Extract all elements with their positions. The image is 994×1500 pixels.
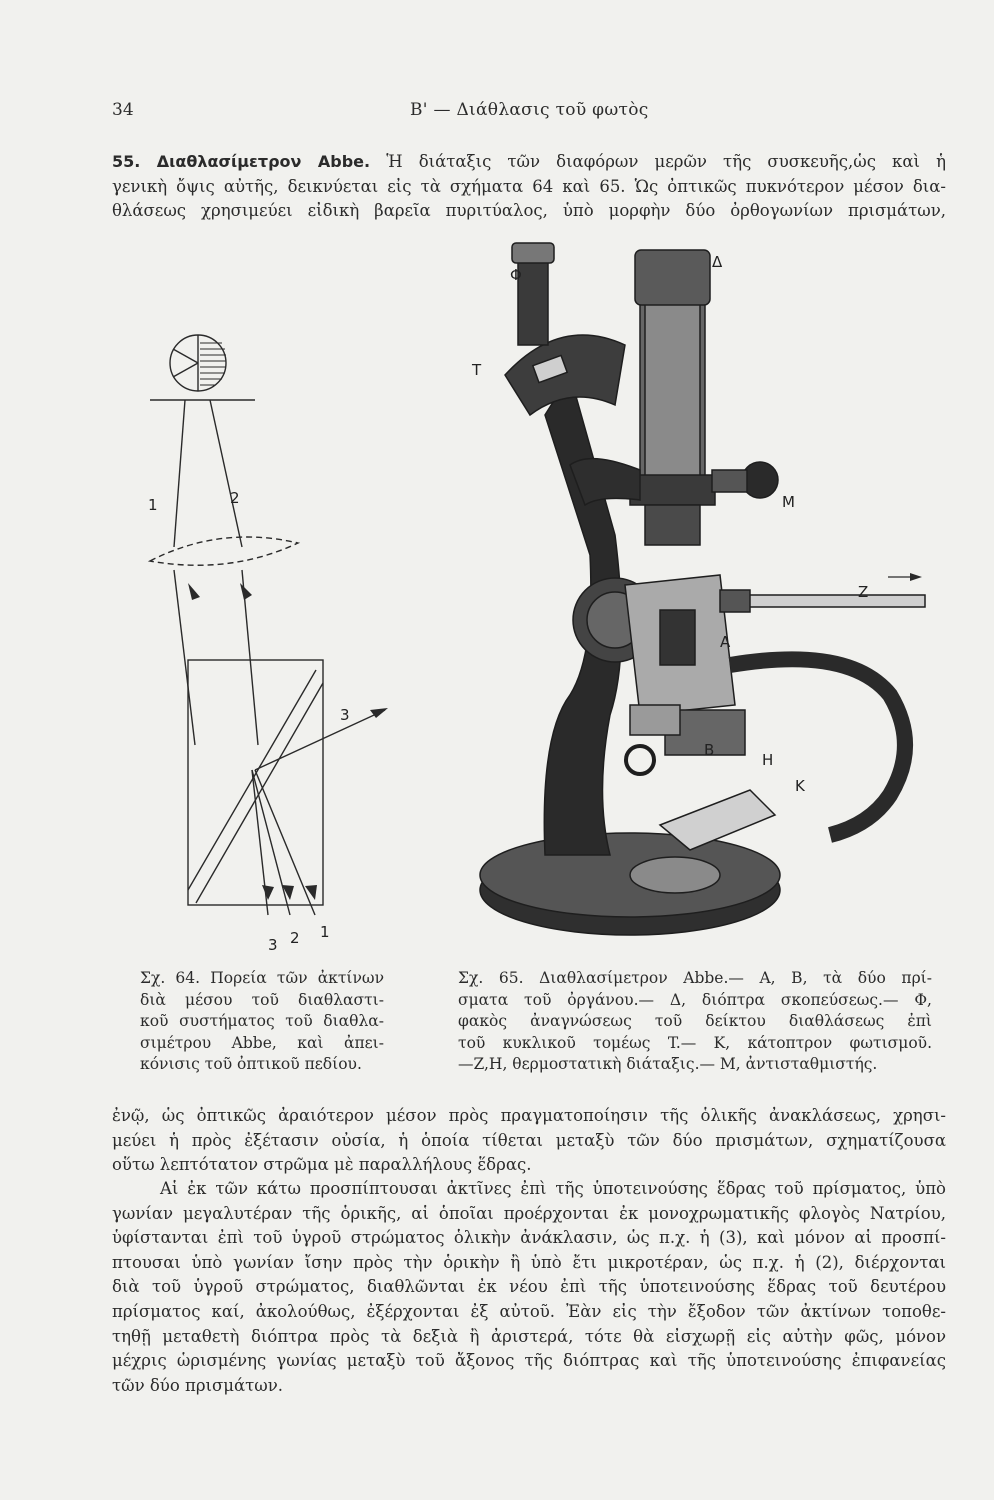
ray-label-2: 2: [230, 489, 240, 507]
intro-paragraph: [112, 150, 946, 224]
body2-line-7: τηθῇ μεταθετὴ διόπτρα πρὸς τὰ δεξιὰ ἢ ἀριστερά, τότε θὰ εἰσχωρῇ εἰς αὐτὴν φῶς, μόνον: [112, 1326, 946, 1346]
body2-line-9: τῶν δύο πρισμάτων.: [112, 1375, 284, 1395]
running-head: Β' — Διάθλασις τοῦ φωτὸς: [410, 100, 649, 120]
caption-64-line-1: Σχ. 64. Πορεία τῶν ἀκτίνων: [140, 969, 384, 987]
body1-line-2: μεύει ἡ πρὸς ἐξέτασιν οὐσία, ἡ ὁποία τίθεται μεταξὺ τῶν δύο πρισμάτων, σχηματίζουσα: [112, 1130, 946, 1150]
body2-line-8: μέχρις ὡρισμένης γωνίας μεταξὺ τοῦ ἄξονος τῆς διόπτρας καὶ τῆς ὑποτεινούσης ἐπιφανείας: [112, 1351, 946, 1371]
label-H: H: [762, 751, 774, 769]
label-K: K: [795, 777, 805, 795]
ray-label-1: 1: [148, 496, 158, 514]
caption-65-line-1: Σχ. 65. Διαθλασίμετρον Abbe.— A, B, τὰ δύο πρί-: [458, 969, 932, 987]
caption-65-line-2: σματα τοῦ ὀργάνου.— Δ, διόπτρα σκοπεύσεως.— Φ,: [458, 990, 932, 1009]
body2-line-1: Αἱ ἐκ τῶν κάτω προσπίπτουσαι ἀκτῖνες ἐπὶ τῆς ὑποτεινούσης ἕδρας τοῦ πρίσματος, ὑπὸ: [160, 1179, 946, 1198]
intro-line-3: θλάσεως χρησιμεύει εἰδικὴ βαρεῖα πυριτύαλος, ὑπὸ μορφὴν δύο ὀρθογωνίων πρισμάτων,: [112, 201, 946, 221]
bottom-label-2: 2: [290, 929, 300, 947]
label-A: A: [720, 633, 731, 651]
label-B: B: [704, 741, 715, 759]
label-T: T: [472, 361, 482, 379]
body2-line-2: γωνίαν μεγαλυτέραν τῆς ὁρικῆς, αἱ ὁποῖαι προέρχονται ἐκ μονοχρωματικῆς φλογὸς Νατρίου,: [112, 1203, 946, 1223]
caption-65-line-4: τοῦ κυκλικοῦ τομέως T.— K, κάτοπτρον φωτισμοῦ.: [458, 1033, 932, 1052]
body2-line-6: πρίσματος καί, ἀκολούθως, ἐξέρχονται ἐξ αὐτοῦ. Ἐὰν εἰς τὴν ἔξοδον τῶν ἀκτίνων τοποθε-: [112, 1301, 946, 1321]
body1-line-3: οὕτω λεπτότατον στρῶμα μὲ παραλλήλους ἕδρας.: [112, 1155, 532, 1175]
thermometer: [735, 595, 925, 607]
section-title: 55. Διαθλασίμετρον Abbe.: [112, 152, 371, 171]
page-number: 34: [112, 100, 134, 120]
caption-65-line-5: —Z,H, θερμοστατικὴ διάταξις.— M, ἀντισταθμιστής.: [458, 1055, 878, 1074]
label-phi: Φ: [510, 266, 522, 284]
reading-lens: [518, 250, 548, 345]
caption-64-line-5: κόνισις τοῦ ὀπτικοῦ πεδίου.: [140, 1055, 362, 1074]
intro-line-1: 55. Διαθλασίμετρον Abbe. Ἡ διάταξις τῶν διαφόρων μερῶν τῆς συσκευῆς,ὡς καὶ ἡ: [112, 152, 946, 171]
body1-line-1: ἐνῷ, ὡς ὀπτικῶς ἀραιότερον μέσον πρὸς πραγματοποίησιν τῆς ὁλικῆς ἀνακλάσεως, χρησι-: [112, 1106, 946, 1125]
body-paragraph-1: [112, 1104, 946, 1178]
lens: [150, 537, 298, 565]
body2-line-4: πτουσαι ὑπὸ γωνίαν ἴσην πρὸς τὴν ὁρικὴν ἢ ὑπὸ ἔτι μικροτέραν, ὡς π.χ. ἡ (2), διέρχονται: [112, 1252, 946, 1272]
label-delta: Δ: [712, 253, 723, 271]
bottom-label-3: 3: [268, 936, 278, 954]
body2-line-5: διὰ τοῦ ὑγροῦ στρώματος, διαθλῶνται ἐκ νέου ἐπὶ τῆς ὑποτεινούσης ἕδρας τοῦ δευτέρου: [112, 1277, 946, 1297]
figure-65-caption: [458, 968, 932, 1076]
body2-line-3: ὑφίστανται ἐπὶ τοῦ ὑγροῦ στρώματος ὁλικὴν ἀνάκλασιν, ὡς π.χ. ἡ (3), καὶ μόνον αἱ προσπί-: [112, 1228, 946, 1248]
intro-line-2: γενικὴ ὄψις αὐτῆς, δεικνύεται εἰς τὰ σχήματα 64 καὶ 65. Ὡς ὀπτικῶς πυκνότερον μέσον δια-: [112, 176, 946, 196]
label-M: M: [782, 493, 795, 511]
caption-64-line-2: διὰ μέσου τοῦ διαθλαστι-: [140, 990, 384, 1009]
ray-label-3: 3: [340, 706, 350, 724]
caption-64-line-3: κοῦ συστήματος τοῦ διαθλα-: [140, 1012, 384, 1031]
figure-65-refractometer: [450, 235, 930, 965]
figure-64-caption: [140, 968, 384, 1076]
caption-64-line-4: σιμέτρου Abbe, καὶ ἀπει-: [140, 1033, 384, 1052]
body-paragraph-2: [112, 1177, 946, 1398]
bottom-label-1: 1: [320, 923, 330, 941]
figure-64-ray-diagram: [140, 325, 400, 965]
label-Z: Z: [858, 583, 869, 601]
caption-65-line-3: φακὸς ἀναγνώσεως τοῦ δείκτου διαθλάσεως ἐπὶ: [458, 1012, 932, 1031]
